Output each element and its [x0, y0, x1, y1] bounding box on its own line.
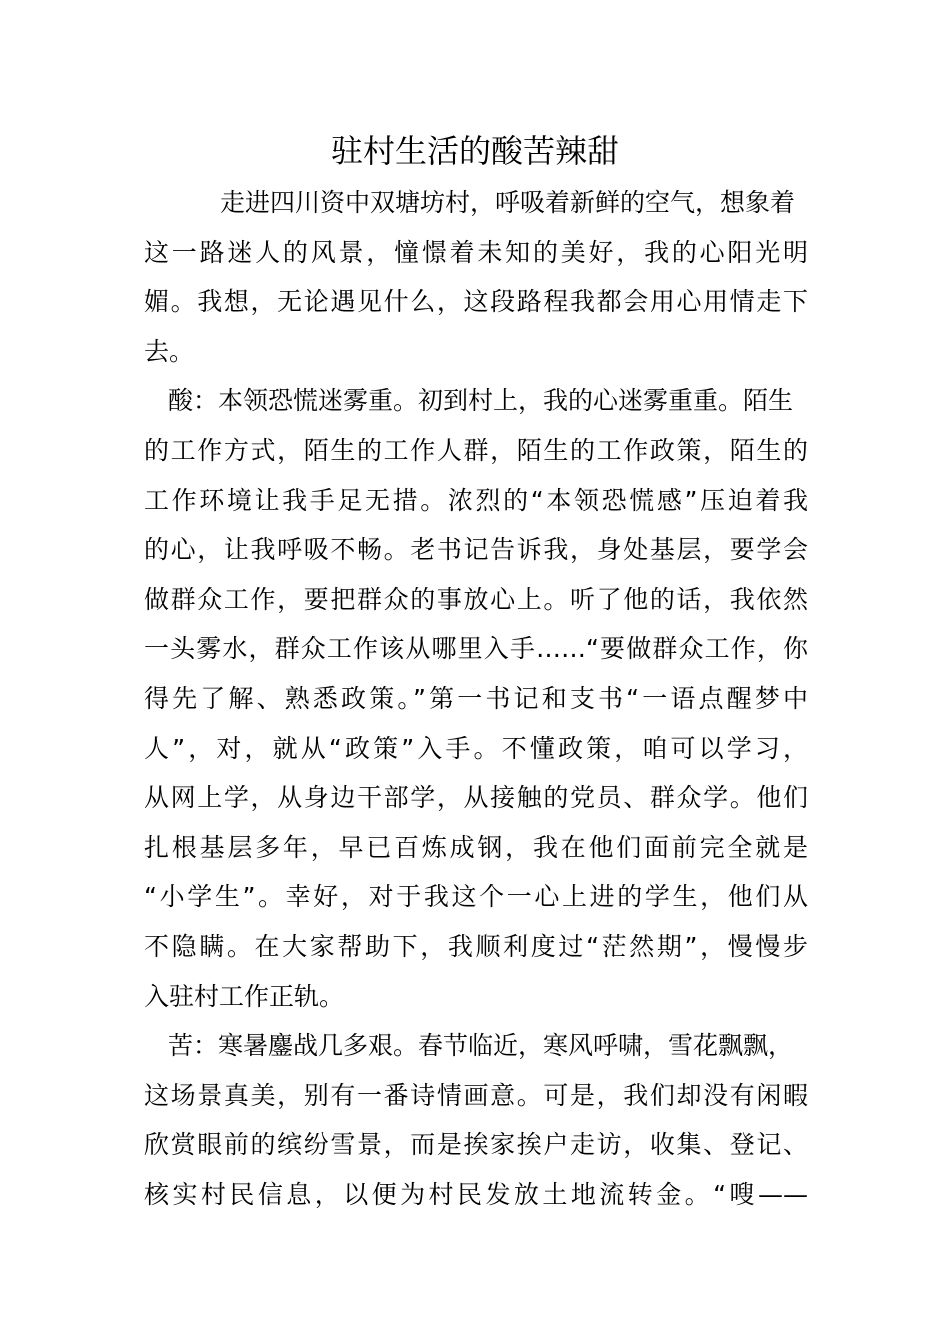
text-line: 不隐瞒。在大家帮助下，我顺利度过“茫然期”，慢慢步 — [144, 931, 808, 961]
text-line: 工作环境让我手足无措。浓烈的“本领恐慌感”压迫着我 — [144, 485, 808, 515]
text-line: 欣赏眼前的缤纷雪景，而是挨家挨户走访，收集、登记、 — [144, 1130, 808, 1160]
text-line: 的心，让我呼吸不畅。老书记告诉我，身处基层，要学会 — [144, 535, 808, 565]
text-line: 做群众工作，要把群众的事放心上。听了他的话，我依然 — [144, 584, 808, 614]
text-line: 这一路迷人的风景，憧憬着未知的美好，我的心阳光明 — [144, 237, 808, 267]
text-line: 核实村民信息，以便为村民发放土地流转金。“嗖—— — [144, 1179, 808, 1209]
text-line: 走进四川资中双塘坊村，呼吸着新鲜的空气，想象着 — [220, 188, 796, 217]
text-line: 酸：本领恐慌迷雾重。初到村上，我的心迷雾重重。陌生 — [168, 386, 794, 416]
document-title: 驻村生活的酸苦辣甜 — [330, 132, 619, 170]
text-line: 入驻村工作正轨。 — [144, 981, 345, 1011]
text-line: 一头雾水，群众工作该从哪里入手……“要做群众工作，你 — [144, 634, 808, 664]
text-line: 人”，对，就从“政策”入手。不懂政策，咱可以学习， — [144, 733, 808, 763]
text-line: “小学生”。幸好，对于我这个一心上进的学生，他们从 — [144, 882, 808, 912]
text-line: 从网上学，从身边干部学，从接触的党员、群众学。他们 — [144, 783, 808, 813]
document-body — [144, 178, 808, 1219]
text-line: 媚。我想，无论遇见什么，这段路程我都会用心用情走下 — [144, 287, 808, 317]
text-line: 扎根基层多年，早已百炼成钢，我在他们面前完全就是 — [144, 832, 808, 862]
text-line: 去。 — [144, 336, 195, 366]
text-line: 的工作方式，陌生的工作人群，陌生的工作政策，陌生的 — [144, 435, 808, 465]
text-line: 苦：寒暑鏖战几多艰。春节临近，寒风呼啸，雪花飘飘， — [168, 1031, 794, 1061]
text-line: 这场景真美，别有一番诗情画意。可是，我们却没有闲暇 — [144, 1080, 808, 1110]
text-line: 得先了解、熟悉政策。”第一书记和支书“一语点醒梦中 — [144, 683, 808, 713]
